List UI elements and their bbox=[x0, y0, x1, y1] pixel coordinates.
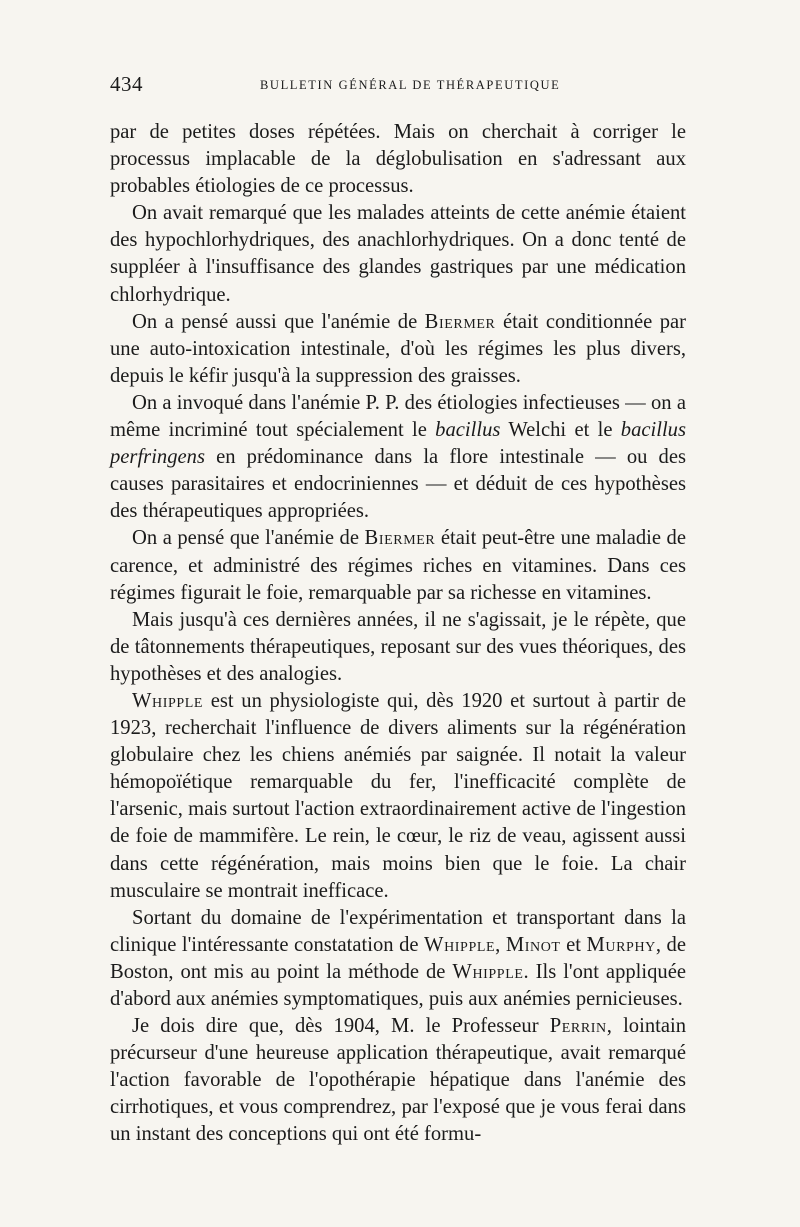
paragraph bbox=[110, 525, 686, 606]
author-name: Biermer bbox=[424, 310, 496, 333]
text-run: , de Boston, ont mis au point la méthode de bbox=[110, 933, 686, 983]
paragraph bbox=[110, 390, 686, 525]
author-name: Whipple bbox=[452, 960, 524, 983]
paragraph bbox=[110, 119, 686, 200]
author-name: Murphy bbox=[586, 933, 656, 956]
text-run: Sortant du domaine de l'expérimentation et transportant dans la clinique l'intéressante constatation de bbox=[110, 906, 686, 956]
text-run: en prédominance dans la flore intestinale — ou des causes parasitaires et endocriniennes — et déduit de ces hypothèses des thérapeutiques appropriées. bbox=[110, 446, 686, 523]
paragraph bbox=[110, 905, 686, 1013]
italic-term: bacillus perfringens bbox=[110, 419, 686, 469]
author-name: Minot bbox=[505, 933, 561, 956]
text-run: était peut-être une maladie de carence, et administré des régimes riches en vitamines. Dans ces régimes figurait le foie, remarquable par sa richesse en vitamines. bbox=[110, 527, 686, 604]
author-name: Whipple bbox=[132, 689, 204, 712]
body-text bbox=[110, 119, 686, 1149]
author-name: Biermer bbox=[364, 527, 436, 550]
text-run: par de petites doses répétées. Mais on cherchait à corriger le processus implacable de la déglobulisation en s'adressant aux probables étiologies de ce processus. bbox=[110, 121, 686, 198]
text-run: , lointain précurseur d'une heureuse application thérapeutique, avait remarqué l'action favorable de l'opothérapie hépatique dans l'anémie des cirrhotiques, et vous comprendrez, par l'exposé que je vous ferai dans un instant des conceptions qui ont été formu- bbox=[110, 1015, 686, 1146]
author-name: Perrin bbox=[549, 1015, 607, 1038]
paragraph bbox=[110, 607, 686, 688]
text-run: Welchi et le bbox=[500, 419, 621, 442]
text-run: On a invoqué dans l'anémie P. P. des étiologies infectieuses — on a même incriminé tout spécialement le bbox=[110, 391, 686, 442]
text-run: et bbox=[560, 933, 587, 956]
page-header bbox=[110, 72, 685, 96]
paragraph bbox=[110, 688, 686, 905]
text-run: On a pensé aussi que l'anémie de bbox=[132, 310, 425, 333]
author-name: Whipple bbox=[424, 933, 496, 956]
text-run: était conditionnée par une auto-intoxication intestinale, d'où les régimes les plus divers, depuis le kéfir jusqu'à la suppression des graisses. bbox=[110, 310, 686, 387]
text-run: , bbox=[495, 933, 506, 956]
paragraph bbox=[110, 200, 686, 308]
running-title: BULLETIN GÉNÉRAL DE THÉRAPEUTIQUE bbox=[260, 78, 561, 92]
page-number: 434 bbox=[110, 72, 143, 96]
text-run: On a pensé que l'anémie de bbox=[132, 527, 365, 550]
text-run: est un physiologiste qui, dès 1920 et surtout à partir de 1923, recherchait l'influence de divers aliments sur la régénération globulaire chez les chiens anémiés par saignée. Il notait la valeur hémopoïétique remarquable du fer, l'inefficacité complète de l'arsenic, mais surtout l'action extraordinairement active de l'ingestion de foie de mammifère. Le rein, le cœur, le riz de veau, agissent aussi dans cette régénération, mais moins bien que le foie. La chair musculaire se montrait inefficace. bbox=[110, 689, 686, 902]
text-run: Mais jusqu'à ces dernières années, il ne s'agissait, je le répète, que de tâtonnements thérapeutiques, reposant sur des vues théoriques, des hypothèses et des analogies. bbox=[110, 608, 686, 685]
italic-term: bacillus bbox=[435, 419, 501, 442]
paragraph bbox=[110, 1013, 686, 1148]
paragraph bbox=[110, 309, 686, 390]
text-run: . Ils l'ont appliquée d'abord aux anémies symptomatiques, puis aux anémies pernicieuses. bbox=[110, 960, 686, 1010]
text-run: On avait remarqué que les malades atteints de cette anémie étaient des hypochlorhydriques, des anachlorhydriques. On a donc tenté de suppléer à l'insuffisance des glandes gastriques par une médication chlorhydrique. bbox=[110, 202, 686, 306]
text-run: Je dois dire que, dès 1904, M. le Professeur bbox=[132, 1015, 550, 1038]
